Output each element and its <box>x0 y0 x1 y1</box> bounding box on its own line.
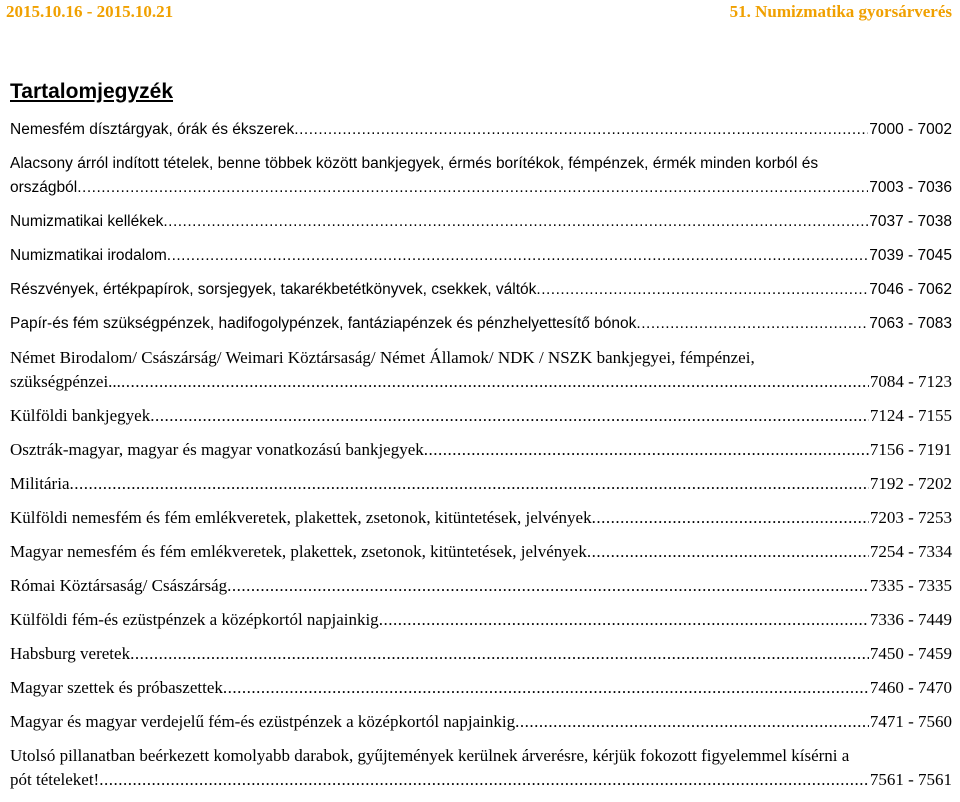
toc-entry-title: Nemesfém dísztárgyak, órák és ékszerek <box>10 121 295 138</box>
toc-entry-title: Numizmatikai irodalom <box>10 247 167 264</box>
toc-entry-line <box>10 210 952 234</box>
auction-title: 51. Numizmatika gyorsárverés <box>729 2 952 21</box>
dot-leader <box>167 244 868 268</box>
toc-entry-line <box>10 438 952 462</box>
toc-entry-pages: 7000 - 7002 <box>869 121 952 138</box>
toc-entry-pages: 7561 - 7561 <box>869 770 952 789</box>
dot-leader <box>294 118 868 142</box>
dot-leader <box>592 506 869 530</box>
toc-entry-title: Külföldi bankjegyek <box>10 406 151 425</box>
toc-entry-line <box>10 244 952 268</box>
dot-leader <box>515 710 869 734</box>
toc-entry[interactable] <box>10 642 952 666</box>
dot-leader <box>121 370 869 394</box>
date-range: 2015.10.16 - 2015.10.21 <box>6 2 174 21</box>
toc-entry[interactable] <box>10 710 952 734</box>
toc-entry[interactable] <box>10 744 952 792</box>
toc-entry-line <box>10 278 952 302</box>
toc-entry[interactable] <box>10 152 952 200</box>
toc-entry[interactable] <box>10 472 952 496</box>
toc-entry-title: Numizmatikai kellékek <box>10 213 164 230</box>
toc-entry-pages: 7460 - 7470 <box>869 678 952 697</box>
toc-entry[interactable] <box>10 210 952 234</box>
dot-leader <box>150 404 869 428</box>
toc-entry-pages: 7046 - 7062 <box>869 281 952 298</box>
toc-entry-pages: 7335 - 7335 <box>869 576 952 595</box>
toc-entry-line <box>10 404 952 428</box>
toc-entry-title: Külföldi fém-és ezüstpénzek a középkortól napjainkig <box>10 610 379 629</box>
toc-entry-line <box>10 118 952 142</box>
toc-entry-line <box>10 608 952 632</box>
dot-leader <box>536 278 868 302</box>
toc-entry-title: Részvények, értékpapírok, sorsjegyek, takarékbetétkönyvek, csekkek, váltók <box>10 281 537 298</box>
toc-entry-pages: 7450 - 7459 <box>869 644 952 663</box>
toc-entry-title: pót tételeket! <box>10 770 100 789</box>
toc-entry-line <box>10 506 952 530</box>
toc-entry-line <box>10 370 952 394</box>
toc-entry-title: Militária <box>10 474 70 493</box>
dot-leader <box>636 312 868 336</box>
toc-entry-pages: 7336 - 7449 <box>869 610 952 629</box>
toc-entry-title-line: Német Birodalom/ Császárság/ Weimari Köztársaság/ Német Államok/ NDK / NSZK bankjegyei, fémpénzei, <box>10 348 755 367</box>
toc-entry-pages: 7084 - 7123 <box>869 372 952 391</box>
toc-entry[interactable] <box>10 540 952 564</box>
toc-entry-title-line: Utolsó pillanatban beérkezett komolyabb darabok, gyűjtemények kerülnek árverésre, kérjük fokozott figyelemmel kísérni a <box>10 746 850 765</box>
toc-entry-title-line: Alacsony árról indított tételek, benne többek között bankjegyek, érmés borítékok, fémpénzek, érmék minden korból és <box>10 155 819 172</box>
toc-entry-line <box>10 642 952 666</box>
toc-entry-pages: 7003 - 7036 <box>869 179 952 196</box>
toc-entry-pages: 7039 - 7045 <box>869 247 952 264</box>
toc-entry-title: Magyar és magyar verdejelű fém-és ezüstpénzek a középkortól napjainkig <box>10 712 516 731</box>
toc-entry-title: Magyar nemesfém és fém emlékveretek, plakettek, zsetonok, kitüntetések, jelvények <box>10 542 587 561</box>
toc-list <box>10 118 952 802</box>
toc-entry-line <box>10 312 952 336</box>
dot-leader <box>130 642 869 666</box>
toc-entry[interactable] <box>10 312 952 336</box>
toc-entry-title: Magyar szettek és próbaszettek <box>10 678 223 697</box>
toc-entry-pages: 7254 - 7334 <box>869 542 952 561</box>
dot-leader <box>69 472 868 496</box>
page-header <box>0 0 960 30</box>
toc-entry[interactable] <box>10 608 952 632</box>
toc-entry-title: Római Köztársaság/ Császárság <box>10 576 228 595</box>
toc-entry-line <box>10 768 952 792</box>
toc-entry-title: Osztrák-magyar, magyar és magyar vonatkozású bankjegyek <box>10 440 424 459</box>
toc-entry-pages: 7203 - 7253 <box>869 508 952 527</box>
toc-entry-title: Habsburg veretek <box>10 644 131 663</box>
toc-entry[interactable] <box>10 506 952 530</box>
toc-entry[interactable] <box>10 278 952 302</box>
toc-entry[interactable] <box>10 574 952 598</box>
toc-entry[interactable] <box>10 404 952 428</box>
toc-title: Tartalomjegyzék <box>10 80 174 103</box>
dot-leader <box>163 210 868 234</box>
toc-entry[interactable] <box>10 244 952 268</box>
toc-entry-title: szükségpénzei... <box>10 372 121 391</box>
toc-entry-pages: 7037 - 7038 <box>869 213 952 230</box>
toc-entry-line <box>10 676 952 700</box>
toc-entry[interactable] <box>10 118 952 142</box>
toc-entry-line <box>10 574 952 598</box>
dot-leader <box>99 768 869 792</box>
toc-entry-pages: 7192 - 7202 <box>869 474 952 493</box>
dot-leader <box>587 540 869 564</box>
dot-leader <box>379 608 869 632</box>
toc-entry[interactable] <box>10 676 952 700</box>
toc-entry-pages: 7156 - 7191 <box>869 440 952 459</box>
toc-entry-line <box>10 540 952 564</box>
dot-leader <box>424 438 869 462</box>
dot-leader <box>77 176 868 200</box>
toc-entry-line <box>10 472 952 496</box>
toc-entry-line <box>10 710 952 734</box>
toc-entry-title: országból <box>10 179 78 196</box>
toc-entry-line <box>10 176 952 200</box>
toc-entry-pages: 7471 - 7560 <box>869 712 952 731</box>
dot-leader <box>227 574 869 598</box>
dot-leader <box>223 676 869 700</box>
toc-entry[interactable] <box>10 438 952 462</box>
toc-entry-pages: 7124 - 7155 <box>869 406 952 425</box>
toc-entry-pages: 7063 - 7083 <box>869 315 952 332</box>
toc-entry-title: Papír-és fém szükségpénzek, hadifogolypénzek, fantáziapénzek és pénzhelyettesítő bónok <box>10 315 637 332</box>
toc-entry-title: Külföldi nemesfém és fém emlékveretek, plakettek, zsetonok, kitüntetések, jelvények <box>10 508 592 527</box>
toc-entry[interactable] <box>10 346 952 394</box>
